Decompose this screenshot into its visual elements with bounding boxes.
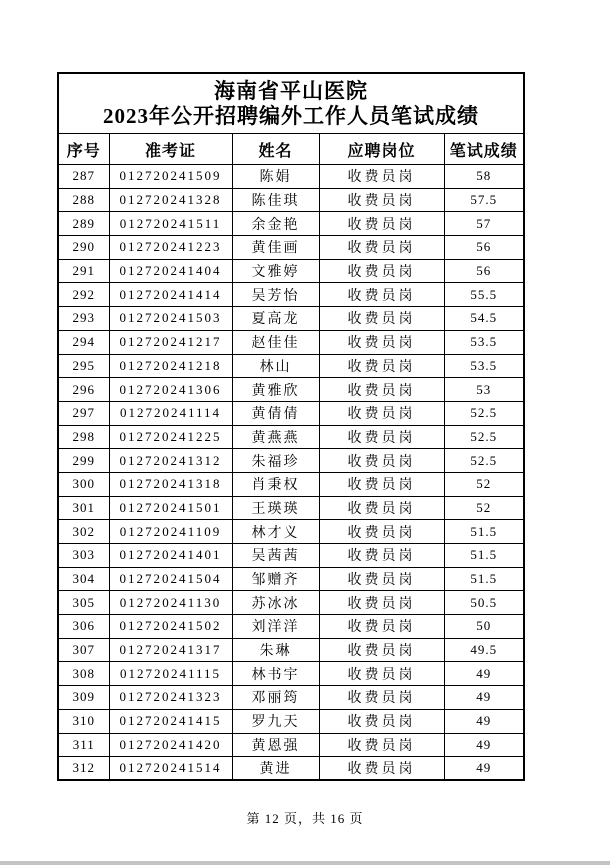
cell-position: 收费员岗 — [319, 283, 444, 307]
cell-seq: 294 — [58, 330, 109, 354]
cell-seq: 309 — [58, 686, 109, 710]
cell-score: 49.5 — [444, 638, 524, 662]
cell-seq: 310 — [58, 709, 109, 733]
cell-name: 陈佳琪 — [232, 188, 319, 212]
cell-name: 吴芳怡 — [232, 283, 319, 307]
score-table-body — [58, 165, 524, 781]
cell-score: 52.5 — [444, 449, 524, 473]
cell-ticket: 012720241115 — [109, 662, 232, 686]
cell-name: 吴茜茜 — [232, 544, 319, 568]
cell-score: 52 — [444, 472, 524, 496]
cell-score: 49 — [444, 709, 524, 733]
table-row — [58, 283, 524, 307]
cell-ticket: 012720241328 — [109, 188, 232, 212]
cell-seq: 289 — [58, 212, 109, 236]
cell-ticket: 012720241218 — [109, 354, 232, 378]
cell-score: 49 — [444, 686, 524, 710]
cell-position: 收费员岗 — [319, 401, 444, 425]
table-row — [58, 212, 524, 236]
table-row — [58, 567, 524, 591]
cell-position: 收费员岗 — [319, 757, 444, 781]
cell-name: 罗九天 — [232, 709, 319, 733]
cell-ticket: 012720241306 — [109, 378, 232, 402]
table-row — [58, 165, 524, 189]
cell-score: 56 — [444, 236, 524, 260]
cell-position: 收费员岗 — [319, 378, 444, 402]
cell-name: 赵佳佳 — [232, 330, 319, 354]
cell-position: 收费员岗 — [319, 638, 444, 662]
cell-name: 黄佳画 — [232, 236, 319, 260]
cell-name: 朱琳 — [232, 638, 319, 662]
cell-name: 黄燕燕 — [232, 425, 319, 449]
cell-ticket: 012720241404 — [109, 259, 232, 283]
cell-seq: 300 — [58, 472, 109, 496]
cell-ticket: 012720241223 — [109, 236, 232, 260]
table-row — [58, 520, 524, 544]
cell-seq: 307 — [58, 638, 109, 662]
cell-position: 收费员岗 — [319, 165, 444, 189]
page-edge — [0, 861, 610, 865]
cell-ticket: 012720241217 — [109, 330, 232, 354]
table-row — [58, 259, 524, 283]
cell-name: 黄恩强 — [232, 733, 319, 757]
cell-score: 58 — [444, 165, 524, 189]
cell-seq: 291 — [58, 259, 109, 283]
cell-position: 收费员岗 — [319, 472, 444, 496]
cell-ticket: 012720241504 — [109, 567, 232, 591]
table-row — [58, 236, 524, 260]
table-row — [58, 401, 524, 425]
cell-score: 57.5 — [444, 188, 524, 212]
table-row — [58, 615, 524, 639]
cell-ticket: 012720241114 — [109, 401, 232, 425]
cell-score: 50 — [444, 615, 524, 639]
cell-ticket: 012720241511 — [109, 212, 232, 236]
table-title-row — [58, 73, 524, 134]
cell-score: 53 — [444, 378, 524, 402]
cell-score: 55.5 — [444, 283, 524, 307]
cell-position: 收费员岗 — [319, 212, 444, 236]
cell-score: 49 — [444, 757, 524, 781]
header-position: 应聘岗位 — [319, 134, 444, 165]
table-row — [58, 709, 524, 733]
cell-seq: 287 — [58, 165, 109, 189]
cell-name: 文雅婷 — [232, 259, 319, 283]
cell-ticket: 012720241401 — [109, 544, 232, 568]
cell-name: 陈娟 — [232, 165, 319, 189]
cell-score: 51.5 — [444, 544, 524, 568]
cell-ticket: 012720241318 — [109, 472, 232, 496]
cell-score: 53.5 — [444, 354, 524, 378]
table-row — [58, 591, 524, 615]
cell-name: 王瑛瑛 — [232, 496, 319, 520]
table-row — [58, 662, 524, 686]
table-row — [58, 686, 524, 710]
cell-ticket: 012720241415 — [109, 709, 232, 733]
cell-name: 黄进 — [232, 757, 319, 781]
table-row — [58, 378, 524, 402]
cell-ticket: 012720241317 — [109, 638, 232, 662]
table-row — [58, 638, 524, 662]
cell-name: 朱福珍 — [232, 449, 319, 473]
cell-name: 夏高龙 — [232, 307, 319, 331]
cell-score: 52.5 — [444, 425, 524, 449]
table-row — [58, 307, 524, 331]
cell-position: 收费员岗 — [319, 425, 444, 449]
cell-name: 肖秉权 — [232, 472, 319, 496]
cell-position: 收费员岗 — [319, 709, 444, 733]
cell-seq: 311 — [58, 733, 109, 757]
cell-position: 收费员岗 — [319, 567, 444, 591]
header-ticket: 准考证 — [109, 134, 232, 165]
cell-position: 收费员岗 — [319, 544, 444, 568]
header-name: 姓名 — [232, 134, 319, 165]
cell-name: 余金艳 — [232, 212, 319, 236]
cell-ticket: 012720241109 — [109, 520, 232, 544]
cell-seq: 298 — [58, 425, 109, 449]
cell-seq: 302 — [58, 520, 109, 544]
cell-ticket: 012720241502 — [109, 615, 232, 639]
cell-position: 收费员岗 — [319, 686, 444, 710]
cell-ticket: 012720241514 — [109, 757, 232, 781]
cell-position: 收费员岗 — [319, 307, 444, 331]
doc-title-line2: 2023年公开招聘编外工作人员笔试成绩 — [103, 103, 480, 128]
page-number: 第 12 页，共 16 页 — [246, 811, 364, 826]
cell-seq: 296 — [58, 378, 109, 402]
score-table — [57, 72, 525, 781]
table-row — [58, 757, 524, 781]
cell-ticket: 012720241420 — [109, 733, 232, 757]
cell-position: 收费员岗 — [319, 662, 444, 686]
cell-ticket: 012720241501 — [109, 496, 232, 520]
cell-seq: 293 — [58, 307, 109, 331]
cell-seq: 301 — [58, 496, 109, 520]
cell-name: 林才义 — [232, 520, 319, 544]
cell-position: 收费员岗 — [319, 236, 444, 260]
cell-name: 黄雅欣 — [232, 378, 319, 402]
doc-title-line1: 海南省平山医院 — [214, 78, 369, 103]
cell-ticket: 012720241130 — [109, 591, 232, 615]
cell-score: 57 — [444, 212, 524, 236]
cell-name: 刘洋洋 — [232, 615, 319, 639]
cell-score: 52 — [444, 496, 524, 520]
cell-score: 51.5 — [444, 567, 524, 591]
cell-seq: 288 — [58, 188, 109, 212]
cell-ticket: 012720241509 — [109, 165, 232, 189]
table-row — [58, 544, 524, 568]
table-header-row — [58, 134, 524, 165]
cell-seq: 290 — [58, 236, 109, 260]
cell-position: 收费员岗 — [319, 733, 444, 757]
table-row — [58, 733, 524, 757]
table-row — [58, 472, 524, 496]
table-row — [58, 425, 524, 449]
cell-ticket: 012720241503 — [109, 307, 232, 331]
cell-name: 林山 — [232, 354, 319, 378]
cell-name: 黄倩倩 — [232, 401, 319, 425]
cell-seq: 303 — [58, 544, 109, 568]
table-row — [58, 188, 524, 212]
table-row — [58, 330, 524, 354]
cell-seq: 305 — [58, 591, 109, 615]
cell-position: 收费员岗 — [319, 591, 444, 615]
cell-score: 53.5 — [444, 330, 524, 354]
cell-ticket: 012720241323 — [109, 686, 232, 710]
cell-seq: 312 — [58, 757, 109, 781]
cell-ticket: 012720241312 — [109, 449, 232, 473]
cell-seq: 295 — [58, 354, 109, 378]
cell-score: 52.5 — [444, 401, 524, 425]
cell-seq: 306 — [58, 615, 109, 639]
cell-name: 邹赠齐 — [232, 567, 319, 591]
table-row — [58, 354, 524, 378]
cell-seq: 304 — [58, 567, 109, 591]
cell-seq: 299 — [58, 449, 109, 473]
cell-position: 收费员岗 — [319, 520, 444, 544]
cell-position: 收费员岗 — [319, 615, 444, 639]
cell-score: 56 — [444, 259, 524, 283]
cell-seq: 308 — [58, 662, 109, 686]
cell-name: 林书宇 — [232, 662, 319, 686]
cell-score: 50.5 — [444, 591, 524, 615]
table-title-cell — [58, 73, 524, 134]
cell-position: 收费员岗 — [319, 496, 444, 520]
cell-name: 邓丽筠 — [232, 686, 319, 710]
cell-score: 49 — [444, 733, 524, 757]
header-seq: 序号 — [58, 134, 109, 165]
cell-seq: 297 — [58, 401, 109, 425]
cell-score: 49 — [444, 662, 524, 686]
cell-position: 收费员岗 — [319, 449, 444, 473]
cell-position: 收费员岗 — [319, 354, 444, 378]
cell-name: 苏冰冰 — [232, 591, 319, 615]
cell-ticket: 012720241414 — [109, 283, 232, 307]
cell-score: 54.5 — [444, 307, 524, 331]
cell-ticket: 012720241225 — [109, 425, 232, 449]
cell-position: 收费员岗 — [319, 259, 444, 283]
cell-seq: 292 — [58, 283, 109, 307]
cell-score: 51.5 — [444, 520, 524, 544]
cell-position: 收费员岗 — [319, 188, 444, 212]
header-score: 笔试成绩 — [444, 134, 524, 165]
table-row — [58, 449, 524, 473]
cell-position: 收费员岗 — [319, 330, 444, 354]
table-row — [58, 496, 524, 520]
